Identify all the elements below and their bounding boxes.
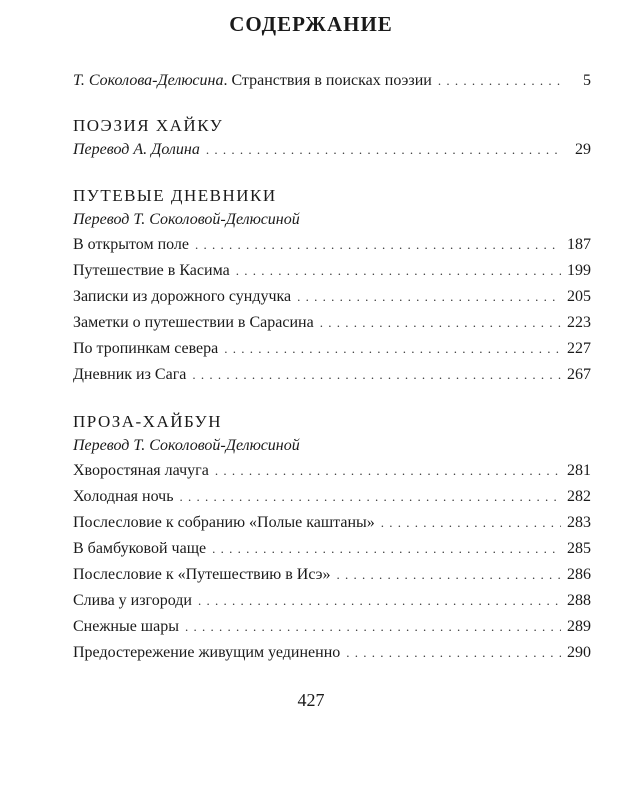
toc-entry[interactable] xyxy=(73,614,591,640)
section-heading: ПОЭЗИЯ ХАЙКУ xyxy=(73,116,224,135)
dot-leader xyxy=(180,484,561,510)
dot-leader xyxy=(236,258,561,284)
dot-leader xyxy=(346,640,561,666)
toc-entry[interactable] xyxy=(73,536,591,562)
dot-leader xyxy=(224,336,561,362)
toc-section-travel-diaries xyxy=(73,184,591,388)
toc-section-haibun-prose xyxy=(73,410,591,666)
toc-entry-title: Слива у изгороди xyxy=(73,592,192,609)
page-title: СОДЕРЖАНИЕ xyxy=(229,12,393,36)
toc-entry-title: Холодная ночь xyxy=(73,488,174,505)
toc-entry-title: По тропинкам севера xyxy=(73,340,219,357)
dot-leader xyxy=(198,588,561,614)
toc-entry-intro[interactable] xyxy=(73,68,591,94)
toc-entry-title: Путешествие в Касима xyxy=(73,262,230,279)
dot-leader xyxy=(212,536,561,562)
toc-entry-page: 223 xyxy=(567,314,591,331)
dot-leader xyxy=(206,138,561,162)
toc-entry-page: 205 xyxy=(567,288,591,305)
dot-leader xyxy=(438,68,561,94)
dot-leader xyxy=(215,458,561,484)
toc-entry[interactable] xyxy=(73,232,591,258)
toc-entry-page: 282 xyxy=(567,488,591,505)
toc-entry-page: 5 xyxy=(583,72,591,89)
toc-entry-title: В открытом поле xyxy=(73,236,190,253)
toc-entry-title: Послесловие к «Путешествию в Исэ» xyxy=(73,566,331,583)
section-translator: Перевод Т. Соколовой-Делюсиной xyxy=(73,211,300,228)
toc-entry[interactable] xyxy=(73,458,591,484)
dot-leader xyxy=(297,284,561,310)
toc-entry-page: 283 xyxy=(567,514,591,531)
toc-entry[interactable] xyxy=(73,640,591,666)
dot-leader xyxy=(320,310,561,336)
toc-entry-page: 286 xyxy=(567,566,591,583)
toc-entry[interactable] xyxy=(73,588,591,614)
toc-entry-page: 281 xyxy=(567,462,591,479)
toc-entry[interactable] xyxy=(73,510,591,536)
toc-entry[interactable] xyxy=(73,258,591,284)
toc-entry-page: 29 xyxy=(575,141,591,158)
toc-entry-title: Дневник из Сага xyxy=(73,366,187,383)
toc-entry[interactable] xyxy=(73,362,591,388)
toc-entry-title: Послесловие к собранию «Полые каштаны» xyxy=(73,514,375,531)
toc-entry-page: 285 xyxy=(567,540,591,557)
toc-entry-page: 289 xyxy=(567,618,591,635)
toc-entry-title: Записки из дорожного сундучка xyxy=(73,288,292,305)
toc-entry-title: В бамбуковой чаще xyxy=(73,540,207,557)
dot-leader xyxy=(337,562,561,588)
dot-leader xyxy=(185,614,561,640)
toc-entry-page: 199 xyxy=(567,262,591,279)
toc-entry-author: Т. Соколова-Делюсина xyxy=(73,72,224,89)
toc-entry-page: 288 xyxy=(567,592,591,609)
toc-entry-translator[interactable] xyxy=(73,138,591,162)
toc-entry[interactable] xyxy=(73,284,591,310)
toc-entry-page: 290 xyxy=(567,644,591,661)
toc-section-haiku xyxy=(73,114,591,162)
toc-entry-page: 267 xyxy=(567,366,591,383)
toc-entry-title: Заметки о путешествии в Сарасина xyxy=(73,314,314,331)
dot-leader xyxy=(195,232,561,258)
dot-leader xyxy=(381,510,561,536)
dot-leader xyxy=(192,362,561,388)
toc-entry-page: 227 xyxy=(567,340,591,357)
toc-entry-title: Т. Соколова-Делюсина. Странствия в поисках поэзии xyxy=(73,72,432,89)
toc-entry[interactable] xyxy=(73,310,591,336)
table-of-contents xyxy=(73,68,591,666)
section-translator: Перевод Т. Соколовой-Делюсиной xyxy=(73,437,300,454)
page-number: 427 xyxy=(297,690,325,710)
toc-entry[interactable] xyxy=(73,562,591,588)
section-heading: ПУТЕВЫЕ ДНЕВНИКИ xyxy=(73,186,277,205)
toc-entry-title: Предостережение живущим уединенно xyxy=(73,644,341,661)
toc-entry-title: Хворостяная лачуга xyxy=(73,462,209,479)
toc-entry-title: Перевод А. Долина xyxy=(73,141,200,158)
toc-entry[interactable] xyxy=(73,336,591,362)
section-heading: ПРОЗА-ХАЙБУН xyxy=(73,412,222,431)
toc-entry[interactable] xyxy=(73,484,591,510)
toc-entry-title: Снежные шары xyxy=(73,618,179,635)
toc-entry-page: 187 xyxy=(567,236,591,253)
